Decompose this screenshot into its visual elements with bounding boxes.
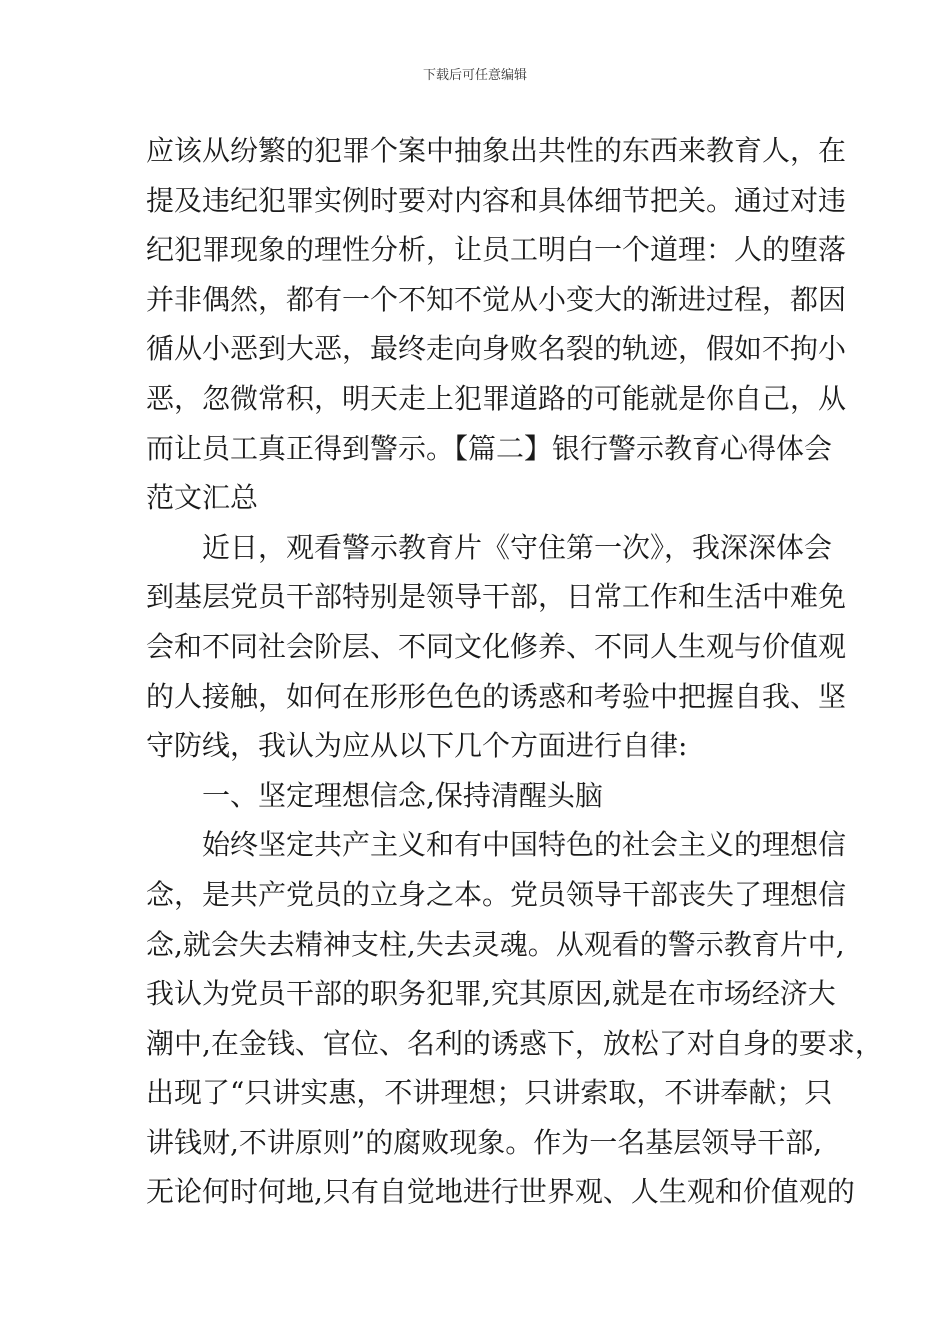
page-header: 下载后可任意编辑: [422, 68, 527, 83]
text-line: 循从小恶到大恶，最终走向身败名裂的轨迹，假如不拘小: [146, 332, 847, 366]
text-line: 应该从纷繁的犯罪个案中抽象出共性的东西来教育人，在: [146, 134, 847, 167]
text-line: 讲钱财,不讲原则”的腐败现象。作为一名基层领导干部,: [146, 1125, 823, 1159]
text-line: 范文汇总: [146, 481, 259, 515]
document-body: [146, 126, 883, 1217]
text-line: 念,就会失去精神支柱,失去灵魂。从观看的警示教育片中,: [146, 927, 845, 961]
text-line: 念，是共产党员的立身之本。党员领导干部丧失了理想信: [146, 877, 847, 911]
text-line: 潮中,在金钱、官位、名利的诱惑下，放松了对自身的要求，: [146, 1026, 883, 1060]
text-line: 始终坚定共产主义和有中国特色的社会主义的理想信: [202, 828, 847, 862]
text-line: 近日，观看警示教育片《守住第一次》，我深深体会: [202, 530, 833, 564]
text-line: 恶，忽微常积，明天走上犯罪道路的可能就是你自己，从: [146, 381, 847, 415]
text-line: 到基层党员干部特别是领导干部，日常工作和生活中难免: [146, 580, 847, 614]
text-line: 守防线，我认为应从以下几个方面进行自律:: [146, 729, 688, 763]
text-line: 纪犯罪现象的理性分析，让员工明白一个道理：人的堕落: [146, 233, 847, 267]
text-line: 并非偶然，都有一个不知不觉从小变大的渐进过程，都因: [146, 282, 847, 316]
section-heading: 一、坚定理想信念,保持清醒头脑: [202, 778, 603, 812]
text-line: 的人接触，如何在形形色色的诱惑和考验中把握自我、坚: [146, 679, 847, 713]
text-line: 提及违纪犯罪实例时要对内容和具体细节把关。通过对违: [146, 183, 847, 217]
text-line: 我认为党员干部的职务犯罪,究其原因,就是在市场经济大: [146, 977, 836, 1011]
text-line: 无论何时何地,只有自觉地进行世界观、人生观和价值观的: [146, 1175, 855, 1209]
text-line: 会和不同社会阶层、不同文化修养、不同人生观与价值观: [146, 629, 847, 663]
text-line: 而让员工真正得到警示。【篇二】银行警示教育心得体会: [146, 431, 833, 465]
text-line: 出现了“只讲实惠，不讲理想；只讲索取，不讲奉献；只: [146, 1076, 833, 1110]
